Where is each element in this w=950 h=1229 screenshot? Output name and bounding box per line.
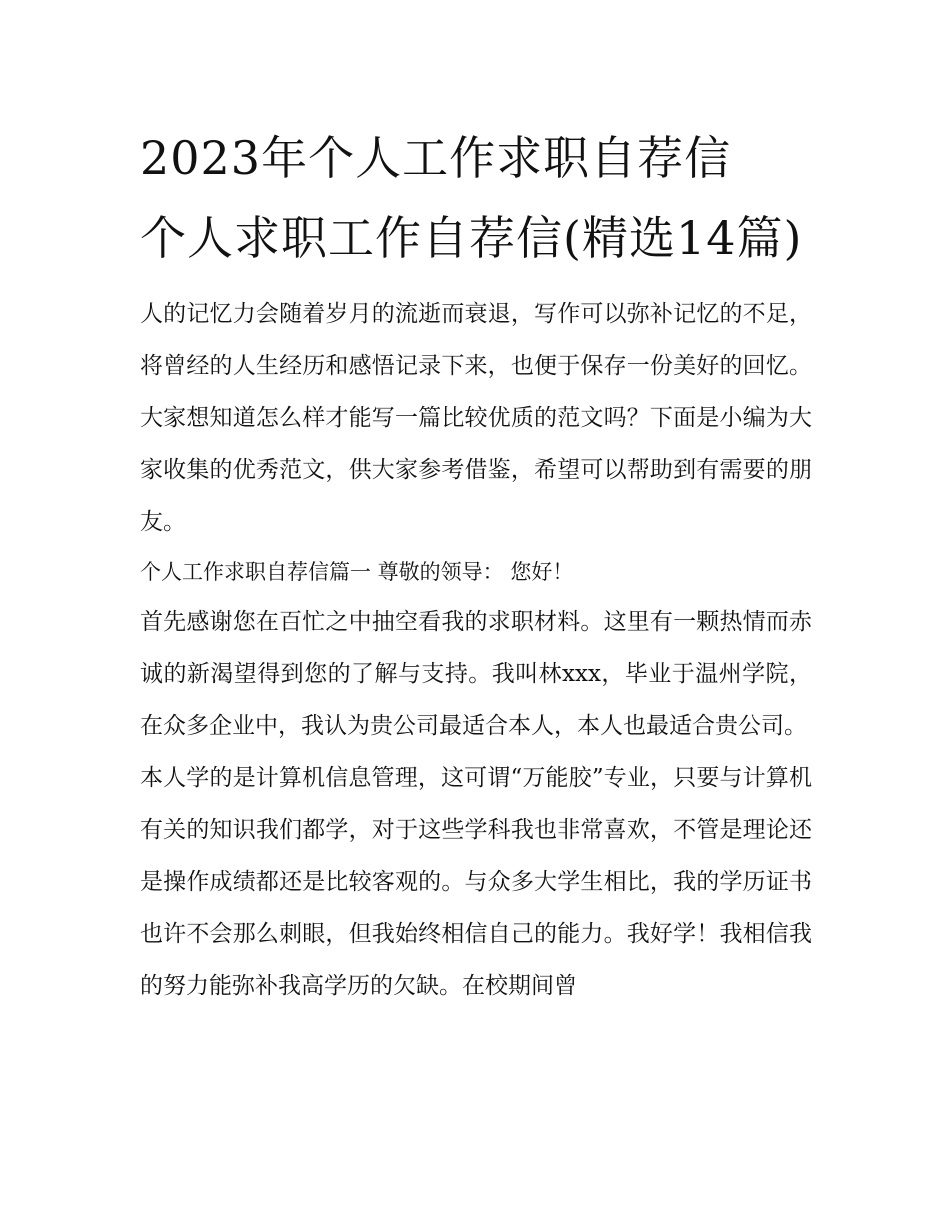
body-paragraph-2: 本人学的是计算机信息管理，这可谓“万能胶”专业，只要与计算机有关的知识我们都学，对于这些学科我也非常喜欢，不管是理论还是操作成绩都还是比较客观的。与众多大学生相比，我的学历证书也许不会那么刺眼，但我始终相信自己的能力。我好学！我相信我的努力能弥补我高学历的欠缺。在校期间曾 <box>140 765 812 999</box>
body-paragraph-1: 首先感谢您在百忙之中抽空看我的求职材料。这里有一颗热情而赤诚的新渴望得到您的了解与支持。我叫林xxx，毕业于温州学院，在众多企业中，我认为贵公司最适合本人，本人也最适合贵公司。 <box>140 609 812 739</box>
document-title <box>140 118 812 278</box>
intro-paragraph: 人的记忆力会随着岁月的流逝而衰退，写作可以弥补记忆的不足，将曾经的人生经历和感悟记录下来，也便于保存一份美好的回忆。大家想知道怎么样才能写一篇比较优质的范文吗？下面是小编为大家收集的优秀范文，供大家参考借鉴，希望可以帮助到有需要的朋友。 <box>140 301 812 535</box>
document-page <box>140 118 812 1012</box>
title-line-2: 个人求职工作自荐信(精选14篇) <box>140 211 803 265</box>
section-heading: 个人工作求职自荐信篇一 尊敬的领导： 您好！ <box>140 560 574 584</box>
title-line-1: 2023年个人工作求职自荐信 <box>140 131 732 185</box>
